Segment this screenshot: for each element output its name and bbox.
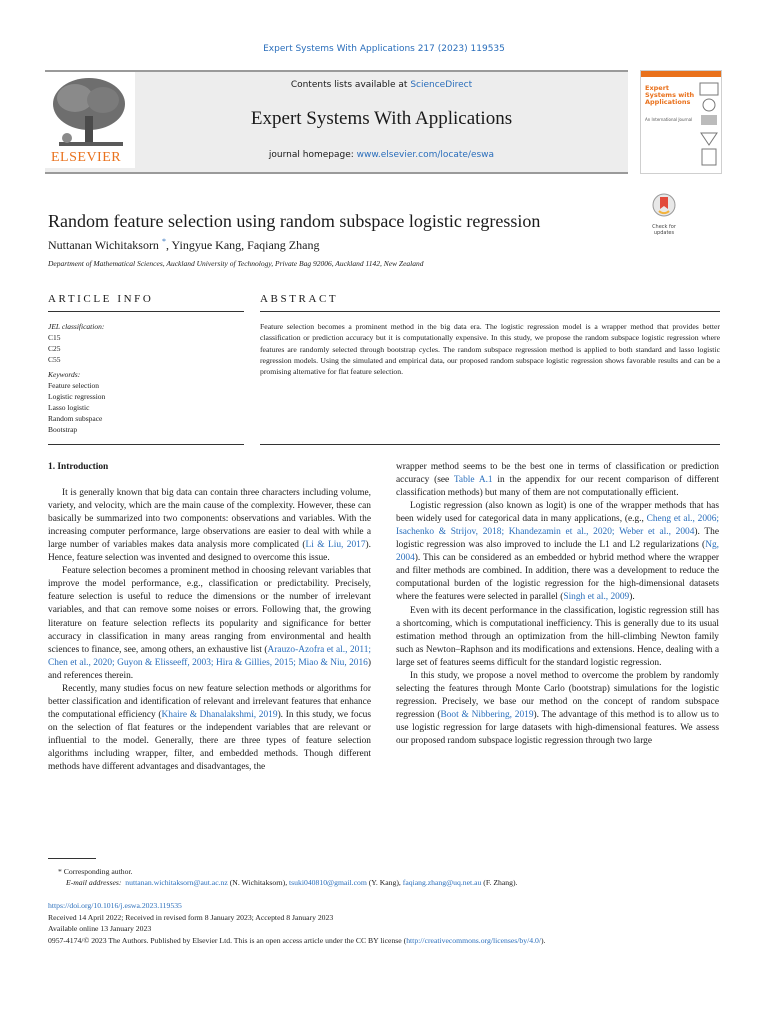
paragraph bbox=[48, 683, 371, 774]
table-link[interactable]: Table A.1 bbox=[453, 475, 493, 486]
paragraph-text: In this study, we propose a novel method to overcome the problem by randomly selecting the features through Monte Carlo (bootstrap) simulations for the logistic regression. Precisely, we base our method on the concept of random subspace regression ( bbox=[396, 670, 719, 720]
keyword: Feature selection bbox=[48, 381, 100, 390]
footnote-corresponding-text: Corresponding author. bbox=[63, 867, 133, 876]
contents-line bbox=[135, 80, 628, 90]
sciencedirect-link[interactable]: ScienceDirect bbox=[410, 80, 473, 90]
online-date: Available online 13 January 2023 bbox=[48, 924, 152, 934]
email-link[interactable]: nuttanan.wichitaksorn@aut.ac.nz bbox=[125, 878, 228, 887]
cover-title: Expert Systems with Applications bbox=[645, 84, 695, 106]
cover-subtitle: An International Journal bbox=[645, 117, 693, 122]
paragraph-text: ). Hence, feature selection was invented and designed to overcome this issue. bbox=[48, 540, 371, 564]
paragraph-text: It is generally known that big data can contain three characters including volume, variety, and velocity, which are the main cause of the complexity. However, these can basically be summarized into two components: observations and variables. With the increasing computer performance, large observations are easier to deal with while a large number of variables makes data analysis more complicated ( bbox=[48, 488, 371, 551]
article-info-bottom-rule bbox=[48, 444, 244, 445]
citation-link[interactable]: Li & Liu, 2017 bbox=[305, 540, 366, 551]
jel-code: C55 bbox=[48, 355, 61, 364]
keyword: Random subspace bbox=[48, 414, 103, 423]
cover-strip bbox=[641, 71, 721, 77]
author-first: Nuttanan Wichitaksorn bbox=[48, 238, 162, 252]
jel-label: JEL classification: bbox=[48, 322, 105, 331]
paragraph: Even with its decent performance in the classification, logistic regression still has a shortcoming, which is computational inefficiency. This is generally due to its usual estimation method through an optimization from the hill-climbing Newton family such as Newton–Raphson and its modifications and extensions. Hence, dealing with a large set of features seems difficult for the standard logistic regression. bbox=[396, 605, 719, 668]
paragraph-text: Recently, many studies focus on new feature selection methods or algorithms for better classification and identification of relevant and irrelevant features that enhance the computational efficiency ( bbox=[48, 683, 371, 720]
footnote-emails bbox=[66, 877, 728, 888]
paragraph-text: ). In this study, we focus on the selection of flat features or the independent variables that are relevant or influential to the model. Generally, there are three types of feature selection algorithms including wrapper, filter, and embedded methods. Though different methods have different advantages and disadvantages, the bbox=[48, 709, 372, 773]
doi-link[interactable]: https://doi.org/10.1016/j.eswa.2023.119535 bbox=[48, 901, 182, 910]
license-link[interactable]: http://creativecommons.org/licenses/by/4.0/ bbox=[406, 935, 541, 945]
paragraph bbox=[48, 565, 371, 682]
citation-link[interactable]: Boot & Nibbering, 2019 bbox=[440, 709, 534, 720]
paragraph-text: in the appendix for our recent comparison of different classification methods) but many of them are not computationally efficient. bbox=[396, 475, 719, 499]
license-line bbox=[48, 935, 738, 947]
journal-reference[interactable]: Expert Systems With Applications 217 (2023) 119535 bbox=[263, 44, 505, 54]
keyword: Bootstrap bbox=[48, 425, 78, 434]
paragraph bbox=[48, 487, 371, 565]
jel-code: C25 bbox=[48, 344, 61, 353]
citation-link[interactable]: Khaire & Dhanalakshmi, 2019 bbox=[161, 709, 278, 720]
email-link[interactable]: tsuki040810@gmail.com bbox=[289, 878, 367, 887]
check-for-updates-badge[interactable] bbox=[646, 193, 682, 235]
homepage-line bbox=[135, 150, 628, 160]
paragraph-text: Logistic regression (also known as logit) is one of the wrapper methods that has been widely used for categorical data in many applications, (e.g., bbox=[396, 501, 719, 525]
publication-info bbox=[48, 900, 738, 946]
journal-title: Expert Systems With Applications bbox=[250, 108, 513, 129]
affiliation: Department of Mathematical Sciences, Auckland University of Technology, Private Bag 92006, Auckland 1142, New Zealand bbox=[48, 259, 424, 268]
paragraph-text: ). The advantage of this method is to allow us to use logistic regression for large datasets with high-dimensional features. We assess our proposed random subspace logistic regression through two large bbox=[396, 709, 719, 746]
paragraph-text: ) and references therein. bbox=[48, 657, 371, 681]
received-dates: Received 14 April 2022; Received in revised form 8 January 2023; Accepted 8 January 2023 bbox=[48, 912, 334, 922]
section-title-introduction: 1. Introduction bbox=[48, 462, 109, 472]
homepage-link[interactable]: www.elsevier.com/locate/eswa bbox=[356, 150, 495, 160]
citation-link[interactable]: Ng, 2004 bbox=[396, 540, 719, 564]
abstract-bottom-rule bbox=[260, 444, 720, 445]
footnote-corresponding bbox=[48, 866, 728, 877]
article-info-rule bbox=[48, 311, 244, 312]
paragraph-text: ). This can be considered as an embedded or hybrid method where the wrapper and filter methods are combined. In addition, there was a development to reduce the computational burden of the logistic regression for the high-dimensional datasets where the features were selected in parallel ( bbox=[396, 553, 719, 603]
article-title: Random feature selection using random subspace logistic regression bbox=[48, 211, 541, 231]
citation-link[interactable]: Singh et al., 2009 bbox=[563, 592, 630, 603]
article-info-list bbox=[48, 321, 105, 435]
abstract-text: Feature selection becomes a prominent method in the big data era. The logistic regression model is a wrapper method that provides better classification or prediction accuracy but it is computationally expensive. In this study, we propose the random subspace logistic regression where features are randomly selected through bootstrap cycles. The random subspace regression method is applied to both standard and lasso logistic regression models. Using the simulated and empirical data, our proposed random subspace logistic regression shows favorable results and can be a promising alternative for flat feature selection. bbox=[260, 322, 720, 377]
elsevier-logo[interactable] bbox=[45, 72, 135, 168]
paragraph bbox=[396, 461, 719, 500]
keywords-label: Keywords: bbox=[48, 370, 81, 379]
jel-code: C15 bbox=[48, 333, 61, 342]
homepage-prefix: journal homepage: bbox=[268, 150, 357, 160]
check-updates-label: Check for updates bbox=[652, 224, 676, 236]
abstract-heading: ABSTRACT bbox=[260, 293, 339, 305]
email-owner: (Y. Kang), bbox=[366, 878, 403, 887]
article-info-heading: ARTICLE INFO bbox=[48, 293, 154, 305]
author-others: , Yingyue Kang, Faqiang Zhang bbox=[165, 238, 320, 252]
left-column bbox=[48, 461, 371, 774]
license-text: ). bbox=[541, 935, 546, 945]
paragraph-text: ). bbox=[629, 592, 635, 603]
contents-prefix: Contents lists available at bbox=[290, 80, 411, 90]
footnote-rule bbox=[48, 858, 96, 859]
elsevier-wordmark: ELSEVIER bbox=[51, 150, 122, 165]
right-column bbox=[396, 461, 719, 748]
footnote-mark: * bbox=[58, 867, 62, 876]
paragraph-text: wrapper method seems to be the best one in terms of classification or prediction accuracy (see bbox=[396, 462, 719, 486]
abstract-rule bbox=[260, 311, 720, 312]
keyword: Logistic regression bbox=[48, 392, 106, 401]
elsevier-tree-icon bbox=[45, 72, 135, 150]
paragraph bbox=[396, 500, 719, 604]
email-label: E-mail addresses: bbox=[66, 878, 122, 887]
citation-link[interactable]: Cheng et al., 2006; Isachenko & Strijov, 2018; Khandezamin et al., 2020; Weber et al., 2004 bbox=[396, 514, 719, 538]
cover-art-icon bbox=[699, 81, 719, 169]
paragraph bbox=[396, 670, 719, 748]
email-owner: (F. Zhang). bbox=[481, 878, 518, 887]
license-text: 0957-4174/© 2023 The Authors. Published by Elsevier Ltd. This is an open access article under the CC BY license ( bbox=[48, 935, 407, 945]
paragraph-text: Feature selection becomes a prominent method in choosing relevant variables that improve the model performance, e.g., classification or predictability. Precisely, feature selection is useful to reduce the dimensions or the number of irrelevant variables, and that can remove some noises or errors. Following that, the growing literature on feature selection reflects its popularity and significance for better accuracy in classification in many areas ranging from environmental and health sciences to finance, see, among others, an exhaustive list ( bbox=[48, 566, 371, 655]
footnote bbox=[48, 866, 728, 888]
paragraph-text: ). The logistic regression was also improved to include the L1 and L2 regularizations ( bbox=[396, 527, 720, 551]
email-owner: (N. Wichitaksorn), bbox=[227, 878, 290, 887]
journal-cover-thumbnail[interactable] bbox=[640, 70, 722, 174]
corresponding-author-mark[interactable]: * bbox=[161, 237, 166, 246]
author-list bbox=[48, 237, 319, 253]
email-link[interactable]: faqiang.zhang@uq.net.au bbox=[402, 878, 482, 887]
citation-link[interactable]: Arauzo-Azofra et al., 2011; Chen et al., 2020; Guyon & Elisseeff, 2003; Hira & Gillies, 2015; Miao & Niu, 2016 bbox=[48, 644, 371, 668]
keyword: Lasso logistic bbox=[48, 403, 90, 412]
check-updates-icon bbox=[651, 193, 677, 217]
